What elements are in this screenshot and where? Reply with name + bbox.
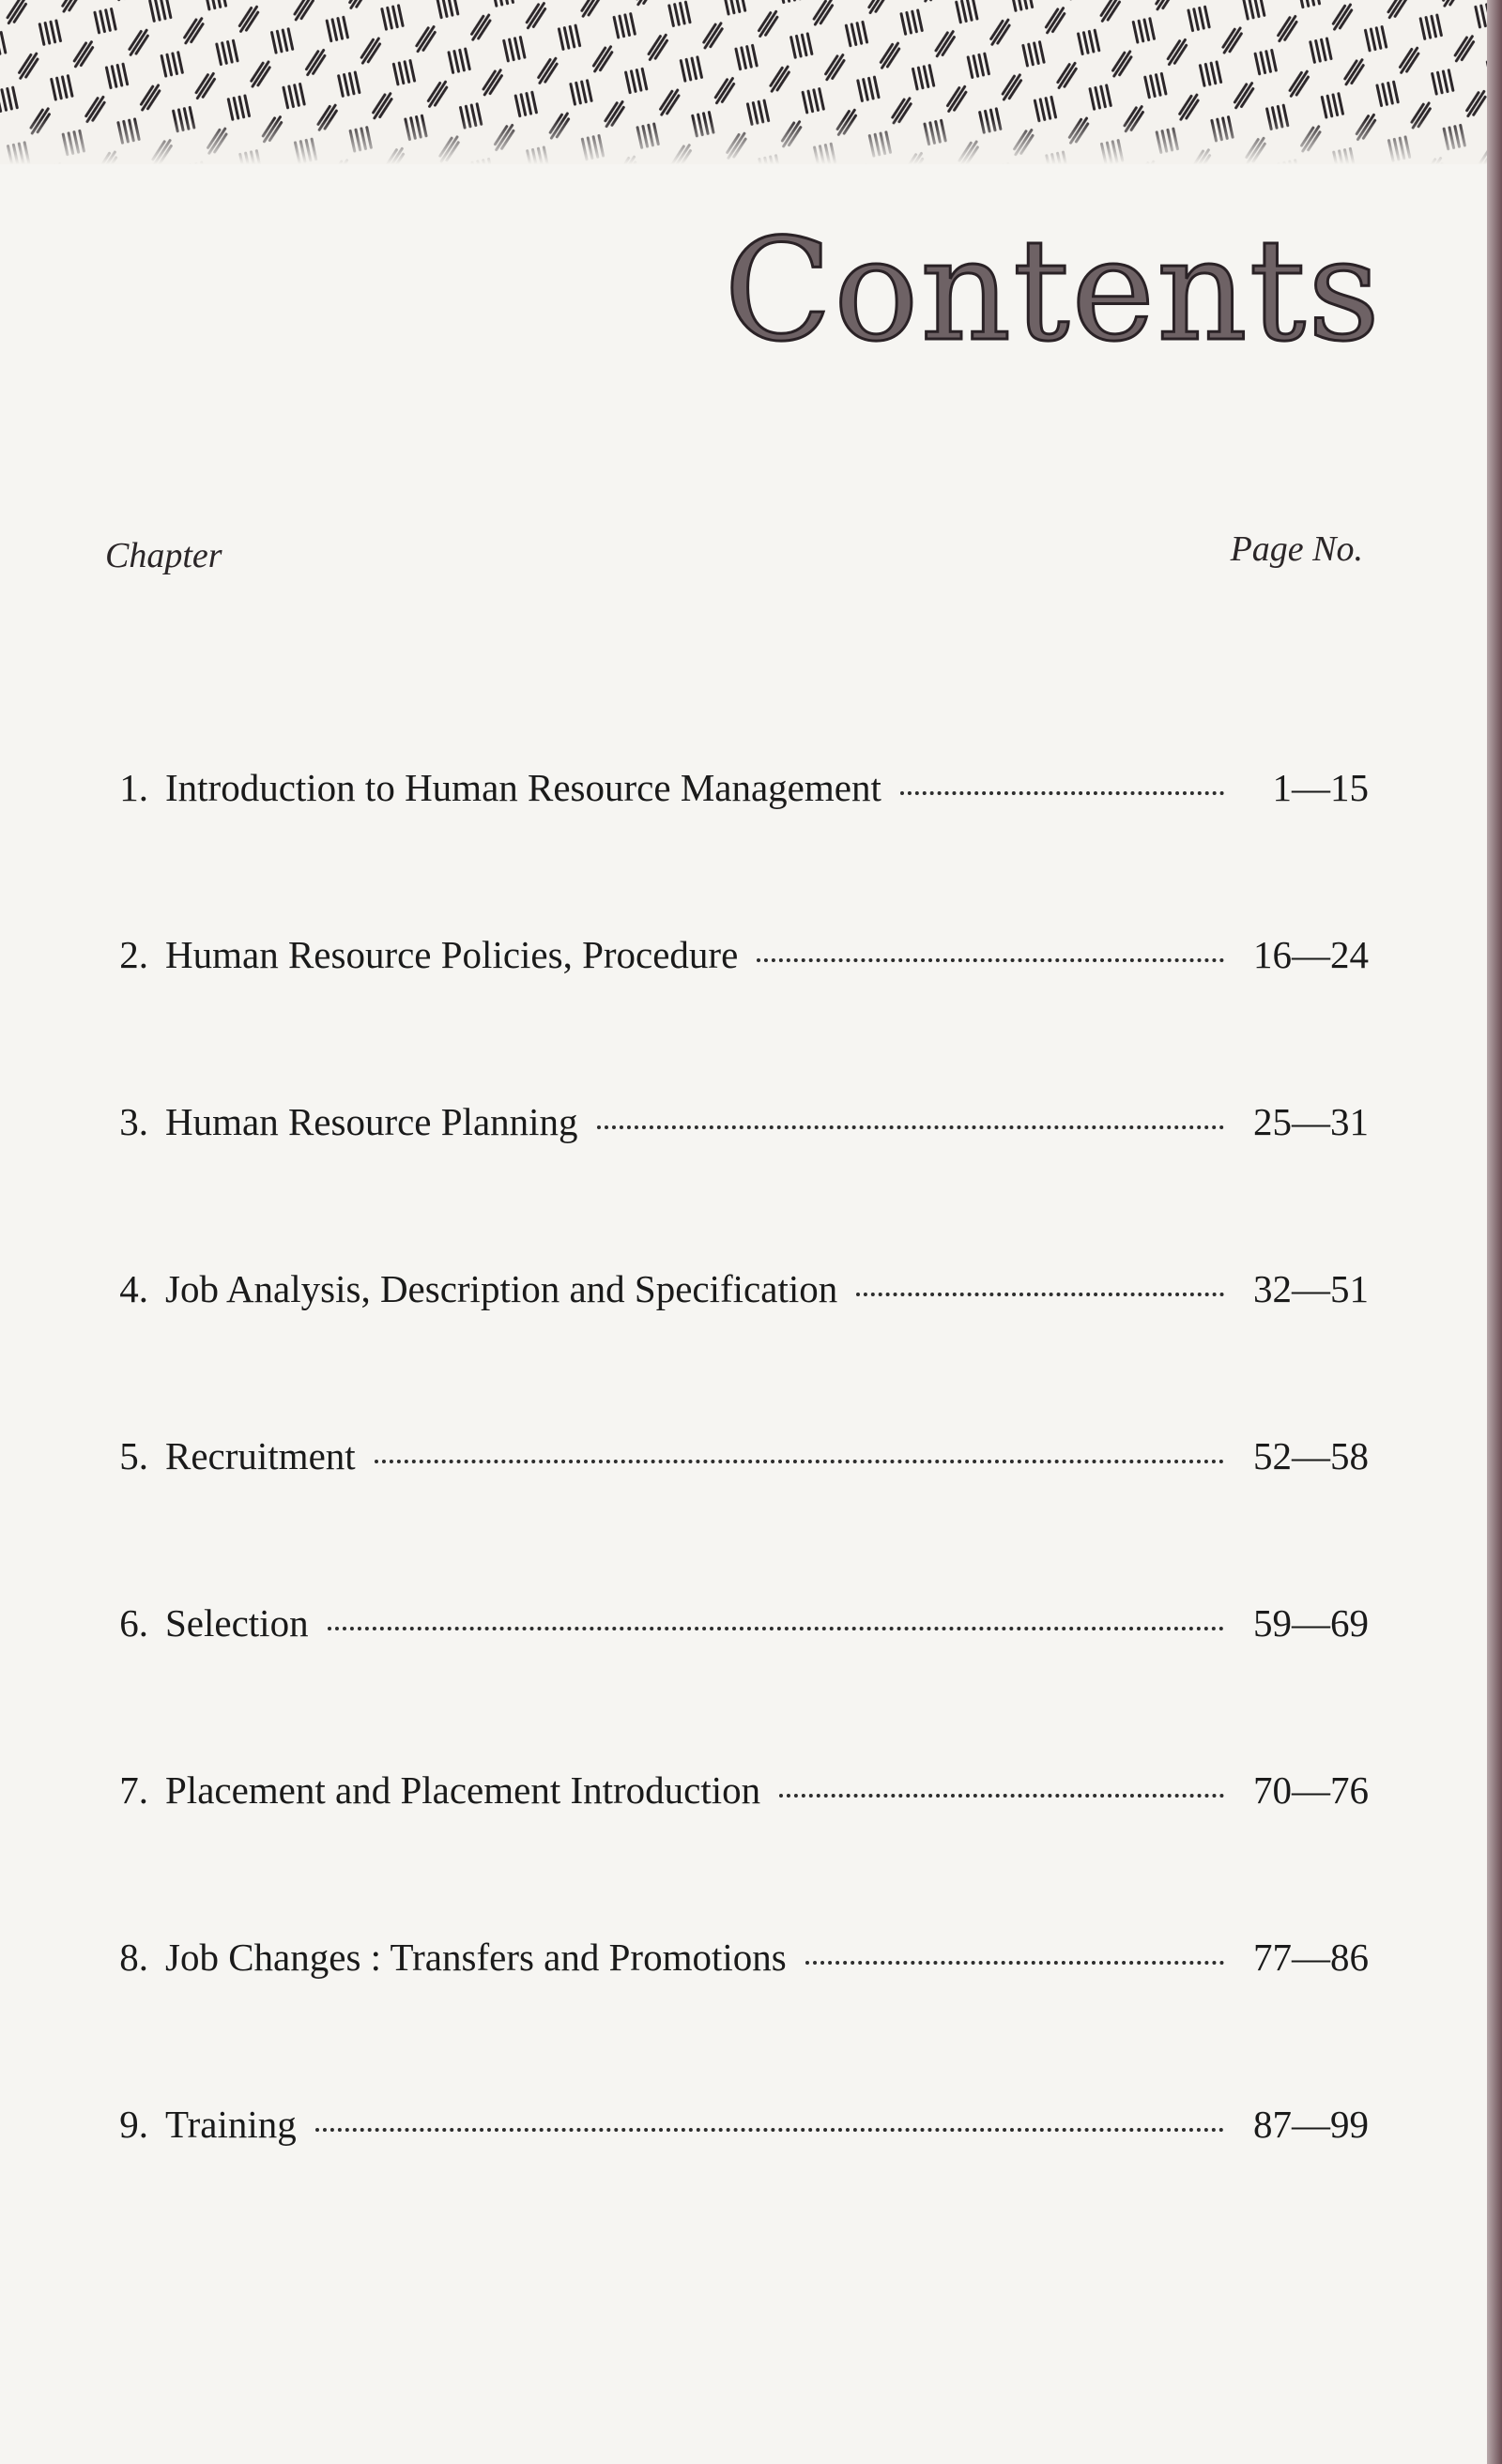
toc-entry [103,1099,1369,1266]
table-of-contents [103,765,1369,2269]
chapter-title: Placement and Placement Introduction [165,1768,761,1812]
dot-leader [315,2128,1224,2132]
page-title: Contents [724,209,1382,373]
page-range: 59—69 [1253,1601,1369,1645]
chapter-title: Human Resource Policies, Procedure [165,933,739,976]
toc-entry [103,2102,1369,2269]
chapter-title: Recruitment [165,1434,356,1477]
dot-leader [328,1627,1224,1630]
page-range: 70—76 [1253,1768,1369,1812]
dot-leader [779,1794,1224,1798]
toc-entry [103,1768,1369,1935]
chapter-number: 2. [119,933,148,976]
dot-leader [375,1460,1224,1463]
toc-entry [103,1600,1369,1768]
page-range: 1—15 [1272,766,1369,809]
hatch-pattern [0,0,1487,164]
chapter-number: 3. [119,1100,148,1143]
dot-leader [805,1961,1224,1965]
chapter-title: Training [165,2103,297,2146]
chapter-number: 6. [119,1601,148,1645]
page-range: 87—99 [1253,2103,1369,2146]
page-range: 25—31 [1253,1100,1369,1143]
chapter-column-header: Chapter [105,536,222,575]
chapter-title: Job Analysis, Description and Specification [165,1267,838,1310]
dot-leader [597,1125,1224,1129]
toc-entry [103,1935,1369,2102]
header-pattern-band [0,0,1487,164]
chapter-title: Introduction to Human Resource Management [165,766,881,809]
page-number-column-header: Page No. [1230,529,1363,569]
chapter-number: 7. [119,1768,148,1812]
dot-leader [900,791,1224,795]
toc-entry [103,1266,1369,1433]
toc-entry [103,765,1369,932]
dot-leader [856,1293,1224,1296]
page-edge-shadow [1487,0,1502,2464]
chapter-title: Human Resource Planning [165,1100,578,1143]
page-range: 16—24 [1253,933,1369,976]
chapter-number: 8. [119,1936,148,1979]
toc-entry [103,1433,1369,1600]
page-range: 32—51 [1253,1267,1369,1310]
page-range: 77—86 [1253,1936,1369,1979]
toc-entry [103,932,1369,1099]
chapter-title: Job Changes : Transfers and Promotions [165,1936,787,1979]
chapter-number: 5. [119,1434,148,1477]
chapter-number: 1. [119,766,148,809]
page-range: 52—58 [1253,1434,1369,1477]
dot-leader [757,958,1224,962]
chapter-number: 4. [119,1267,148,1310]
chapter-title: Selection [165,1601,309,1645]
chapter-number: 9. [119,2103,148,2146]
